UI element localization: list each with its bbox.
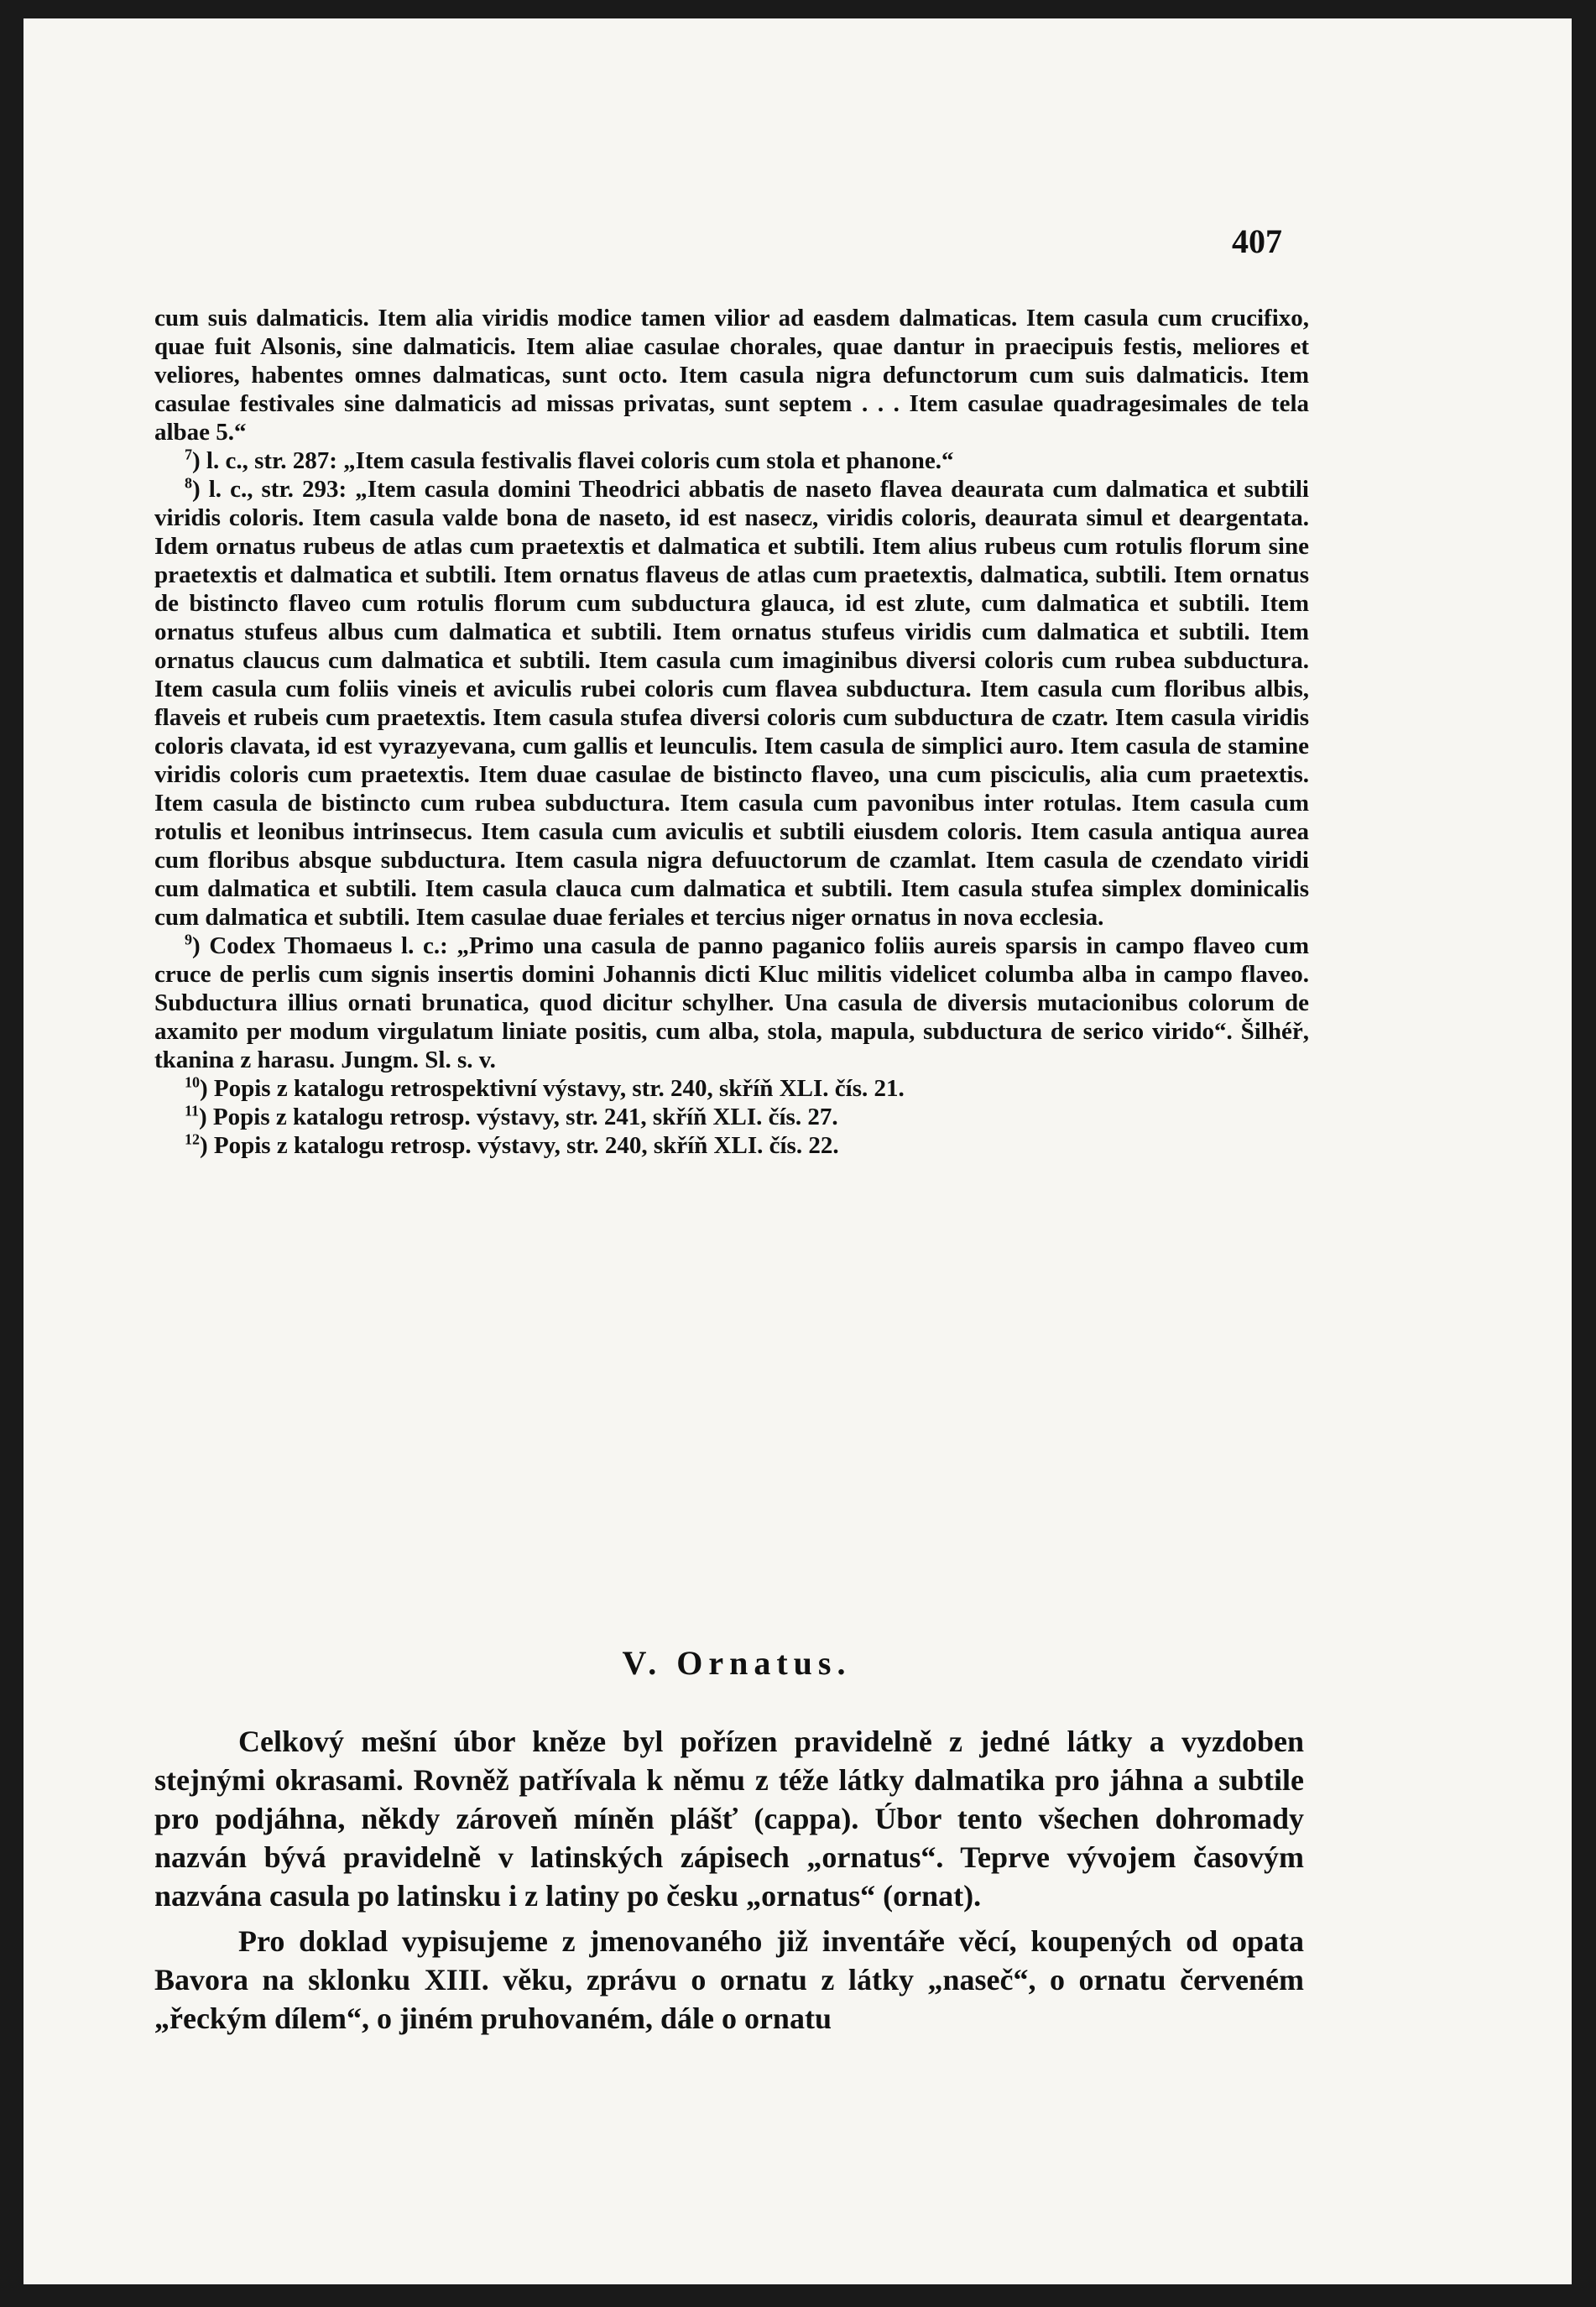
- footnote-marker: 10: [185, 1073, 200, 1091]
- footnote-marker: 12: [185, 1130, 200, 1148]
- page-number: 407: [1232, 222, 1282, 260]
- footnote-marker: 7: [185, 446, 192, 463]
- section-heading: V. Ornatus.: [622, 1644, 852, 1682]
- footnote-7: [154, 446, 1309, 475]
- footnote-9: [154, 932, 1309, 1074]
- body-paragraph-2: Pro doklad vypisujeme z jmenovaného již inventáře věcí, koupených od opata Bavora na sklonku XIII. věku, zprávu o ornatu z látky „naseč“, o ornatu červeném „řeckým dílem“, o jiném pruhovaném, dále o ornatu: [154, 1924, 1304, 2035]
- footnote-11: [154, 1103, 1309, 1131]
- footnote-10: [154, 1074, 1309, 1103]
- footnote-text: ) Codex Thomaeus l. c.: „Primo una casula de panno paganico foliis aureis sparsis in campo flaveo cum cruce de perlis cum signis insertis domini Johannis dicti Kluc militis videlicet columba alba in campo flaveo. Subductura illius ornati brunatica, quod dicitur schylher. Una casula de diversis mutacionibus colorum de axamito per modum virgulatum liniate positis, cum alba, stola, mapula, subductura de serico virido“. Šilhéř, tkanina z harasu. Jungm. Sl. s. v.: [154, 932, 1309, 1073]
- footnote-8: [154, 475, 1309, 932]
- body-paragraph-1: Celkový mešní úbor kněze byl pořízen pravidelně z jedné látky a vyzdoben stejnými okrasami. Rovněž patřívala k němu z téže látky dalmatika pro jáhna a subtile pro podjáhna, někdy zároveň míněn plášť (cappa). Úbor tento všechen dohromady nazván bývá pravidelně v latinských zápisech „ornatus“. Teprve vývojem časovým nazvána casula po latinsku i z latiny po česku „ornatus“ (ornat).: [154, 1725, 1304, 1913]
- footnote-continuation: cum suis dalmaticis. Item alia viridis modice tamen vilior ad easdem dalmaticas. Item casula cum crucifixo, quae fuit Alsonis, sine dalmaticis. Item aliae casulae chorales, quae dantur in praecipuis festis, meliores et veliores, habentes omnes dalmaticas, sunt octo. Item casula nigra defunctorum cum suis dalmaticis. Item casulae festivales sine dalmaticis ad missas privatas, sunt septem . . . Item casulae quadragesimales de tela albae 5.“: [154, 305, 1309, 446]
- footnote-text: ) Popis z katalogu retrospektivní výstavy, str. 240, skříň XLI. čís. 21.: [200, 1075, 905, 1102]
- footnotes-block: [154, 304, 1309, 1160]
- footnote-text: ) Popis z katalogu retrosp. výstavy, str. 241, skříň XLI. čís. 27.: [199, 1104, 838, 1130]
- footnote-text: ) Popis z katalogu retrosp. výstavy, str. 240, skříň XLI. čís. 22.: [200, 1132, 839, 1159]
- footnote-marker: 9: [185, 931, 192, 948]
- body-text: [154, 1722, 1304, 2044]
- footnote-12: [154, 1131, 1309, 1160]
- footnote-marker: 11: [185, 1102, 200, 1120]
- footnote-marker: 8: [185, 474, 192, 492]
- document-page: [23, 18, 1572, 2284]
- footnote-text: ) l. c., str. 287: „Item casula festivalis flavei coloris cum stola et phanone.“: [192, 447, 954, 474]
- footnote-text: ) l. c., str. 293: „Item casula domini Theodrici abbatis de naseto flavea deaurata cum dalmatica et subtili viridis coloris. Item casula valde bona de naseto, id est nasecz, viridis coloris, deaurata simul et deargentata. Idem ornatus rubeus de atlas cum praetextis et dalmatica et subtili. Item alius rubeus cum rotulis florum sine praetextis et dalmatica et subtili. Item ornatus flaveus de atlas cum praetextis, dalmatica, subtili. Item ornatus de bistincto flaveo cum rotulis florum cum subductura glauca, id est zlute, cum dalmatica et subtili. Item ornatus stufeus albus cum dalmatica et subtili. Item ornatus stufeus viridis cum dalmatica et subtili. Item ornatus claucus cum dalmatica et subtili. Item casula cum imaginibus diversi coloris cum rubea subductura. Item casula cum foliis vineis et aviculis rubei coloris cum flavea subductura. Item casula cum floribus albis, flaveis et rubeis cum praetextis. Item casula stufea diversi coloris cum subductura de czatr. Item casula viridis coloris clavata, id est vyrazyevana, cum gallis et leunculis. Item casula de simplici auro. Item casula de stamine viridis coloris cum praetextis. Item duae casulae de bistincto flaveo, una cum pisciculis, alia cum praetextis. Item casula de bistincto cum rubea subductura. Item casula cum pavonibus inter rotulas. Item casula cum rotulis et leonibus intrinsecus. Item casula cum aviculis et subtili eiusdem coloris. Item casula antiqua aurea cum floribus absque subductura. Item casula nigra defuuctorum de czamlat. Item casula de czendato viridi cum dalmatica et subtili. Item casula clauca cum dalmatica et subtili. Item casula stufea simplex dominicalis cum dalmatica et subtili. Item casulae duae feriales et tercius niger ornatus in nova ecclesia.: [154, 476, 1309, 931]
